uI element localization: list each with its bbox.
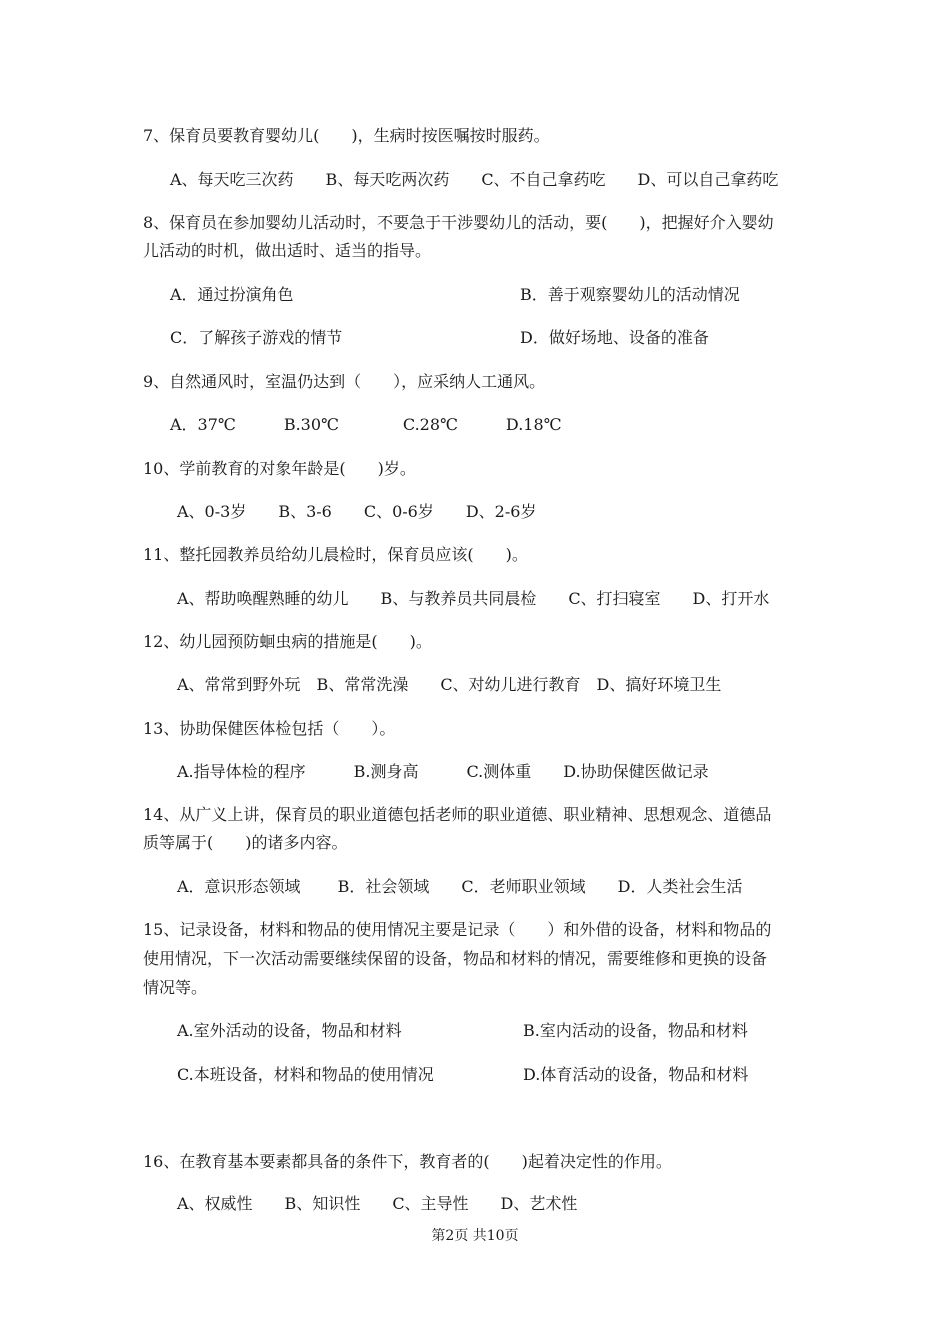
question-10-options: A、0-3岁 B、3-6 C、0-6岁 D、2-6岁 <box>177 502 537 521</box>
question-7-stem: 7、保育员要教育婴幼儿( )，生病时按医嘱按时服药。 <box>143 126 550 145</box>
question-12-options: A、常常到野外玩 B、常常洗澡 C、对幼儿进行教育 D、搞好环境卫生 <box>177 675 722 694</box>
question-16-stem: 16、在教育基本要素都具备的条件下，教育者的( )起着决定性的作用。 <box>143 1152 672 1171</box>
question-9-options: A．37℃ B.30℃ C.28℃ D.18℃ <box>170 415 562 434</box>
question-13-stem: 13、协助保健医体检包括（ ）。 <box>143 719 396 738</box>
question-15-stem-line3: 情况等。 <box>143 978 208 997</box>
question-8-stem-line1: 8、保育员在参加婴幼儿活动时，不要急于干涉婴幼儿的活动，要( )，把握好介入婴幼 <box>143 213 774 232</box>
question-8-option-c: C．了解孩子游戏的情节 <box>170 328 343 347</box>
question-15-option-a: A.室外活动的设备，物品和材料 <box>177 1021 402 1040</box>
question-14-stem-line1: 14、从广义上讲，保育员的职业道德包括老师的职业道德、职业精神、思想观念、道德品 <box>143 805 772 824</box>
question-8-stem-line2: 儿活动的时机，做出适时、适当的指导。 <box>143 241 432 260</box>
question-14-stem-line2: 质等属于( )的诸多内容。 <box>143 833 348 852</box>
question-15-stem-line2: 使用情况，下一次活动需要继续保留的设备，物品和材料的情况，需要维修和更换的设备 <box>143 949 768 968</box>
question-12-stem: 12、幼儿园预防蛔虫病的措施是( )。 <box>143 632 432 651</box>
question-7-options: A、每天吃三次药 B、每天吃两次药 C、不自己拿药吃 D、可以自己拿药吃 <box>170 170 779 189</box>
question-8-option-d: D．做好场地、设备的准备 <box>520 328 709 347</box>
question-15-option-b: B.室内活动的设备，物品和材料 <box>523 1021 748 1040</box>
question-15-option-d: D.体育活动的设备，物品和材料 <box>523 1065 749 1084</box>
question-11-options: A、帮助唤醒熟睡的幼儿 B、与教养员共同晨检 C、打扫寝室 D、打开水 <box>177 589 770 608</box>
question-16-options: A、权威性 B、知识性 C、主导性 D、艺术性 <box>177 1194 578 1213</box>
question-8-option-a: A．通过扮演角色 <box>170 285 294 304</box>
question-15-stem-line1: 15、记录设备，材料和物品的使用情况主要是记录（ ）和外借的设备，材料和物品的 <box>143 920 772 939</box>
question-8-option-b: B．善于观察婴幼儿的活动情况 <box>520 285 740 304</box>
question-13-options: A.指导体检的程序 B.测身高 C.测体重 D.协助保健医做记录 <box>177 762 709 781</box>
question-14-options: A．意识形态领域 B．社会领域 C．老师职业领域 D．人类社会生活 <box>177 877 743 896</box>
question-11-stem: 11、整托园教养员给幼儿晨检时，保育员应该( )。 <box>143 545 528 564</box>
question-15-option-c: C.本班设备，材料和物品的使用情况 <box>177 1065 434 1084</box>
question-9-stem: 9、自然通风时，室温仍达到（ ），应采纳人工通风。 <box>143 372 546 391</box>
page-number: 第2页 共10页 <box>431 1228 519 1244</box>
question-10-stem: 10、学前教育的对象年龄是( )岁。 <box>143 459 416 478</box>
